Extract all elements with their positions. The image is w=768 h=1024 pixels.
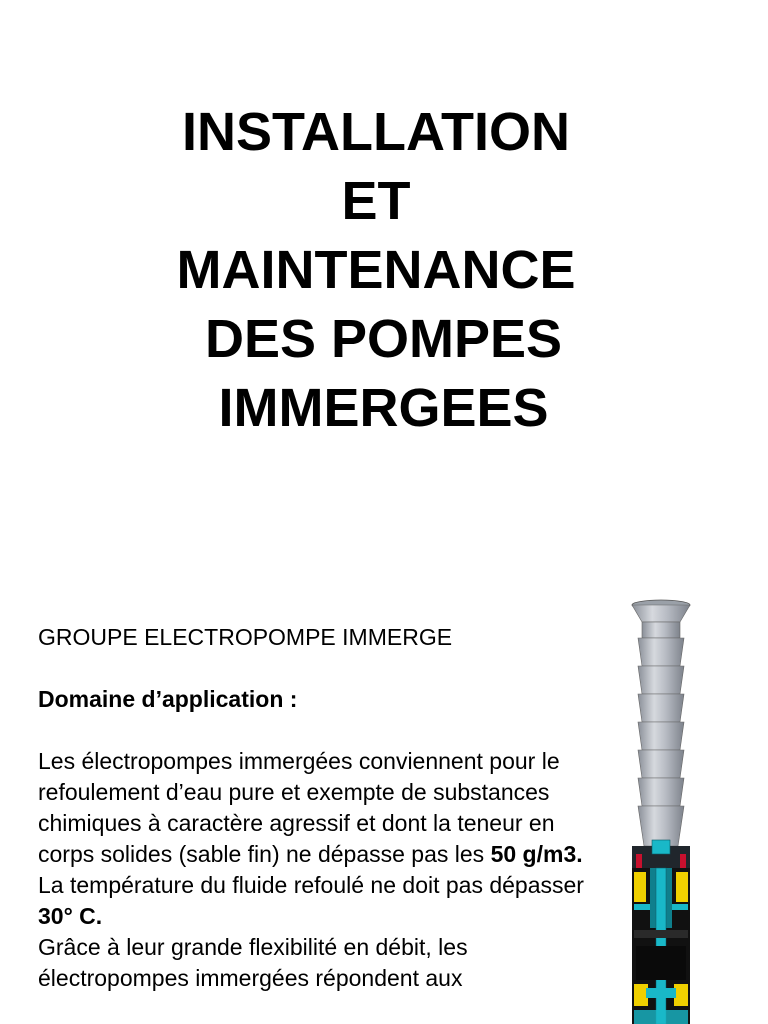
content-section — [38, 622, 613, 994]
section-subheading: Domaine d’application : — [38, 686, 298, 712]
paragraph-text: La température du fluide refoulé ne doit pas dépasser — [38, 872, 584, 898]
body-paragraph — [38, 746, 613, 870]
temperature-limit-value: 30° C. — [38, 903, 103, 929]
section-heading: GROUPE ELECTROPOMPE IMMERGE — [38, 624, 453, 650]
title-line: IMMERGEES — [203, 378, 549, 438]
submersible-pump-cutaway-icon — [622, 596, 700, 1024]
paragraph-text: Grâce à leur grande flexibilité en débit, les électropompes immergées répondent aux — [38, 934, 468, 991]
title-line: ET — [341, 171, 411, 231]
title-line: INSTALLATION — [182, 102, 570, 162]
body-paragraph — [38, 870, 613, 932]
title-line: MAINTENANCE — [176, 240, 576, 300]
sand-limit-value: 50 g/m3. — [490, 841, 583, 867]
title-line: DES POMPES — [189, 309, 563, 369]
paragraph-text: Les électropompes immergées conviennent pour le refoulement d’eau pure et exempte de substances chimiques à caractère agressif et dont la teneur en corps solides (sable fin) ne dépasse pas les — [38, 748, 560, 867]
document-title — [0, 98, 752, 443]
body-paragraph — [38, 932, 613, 994]
